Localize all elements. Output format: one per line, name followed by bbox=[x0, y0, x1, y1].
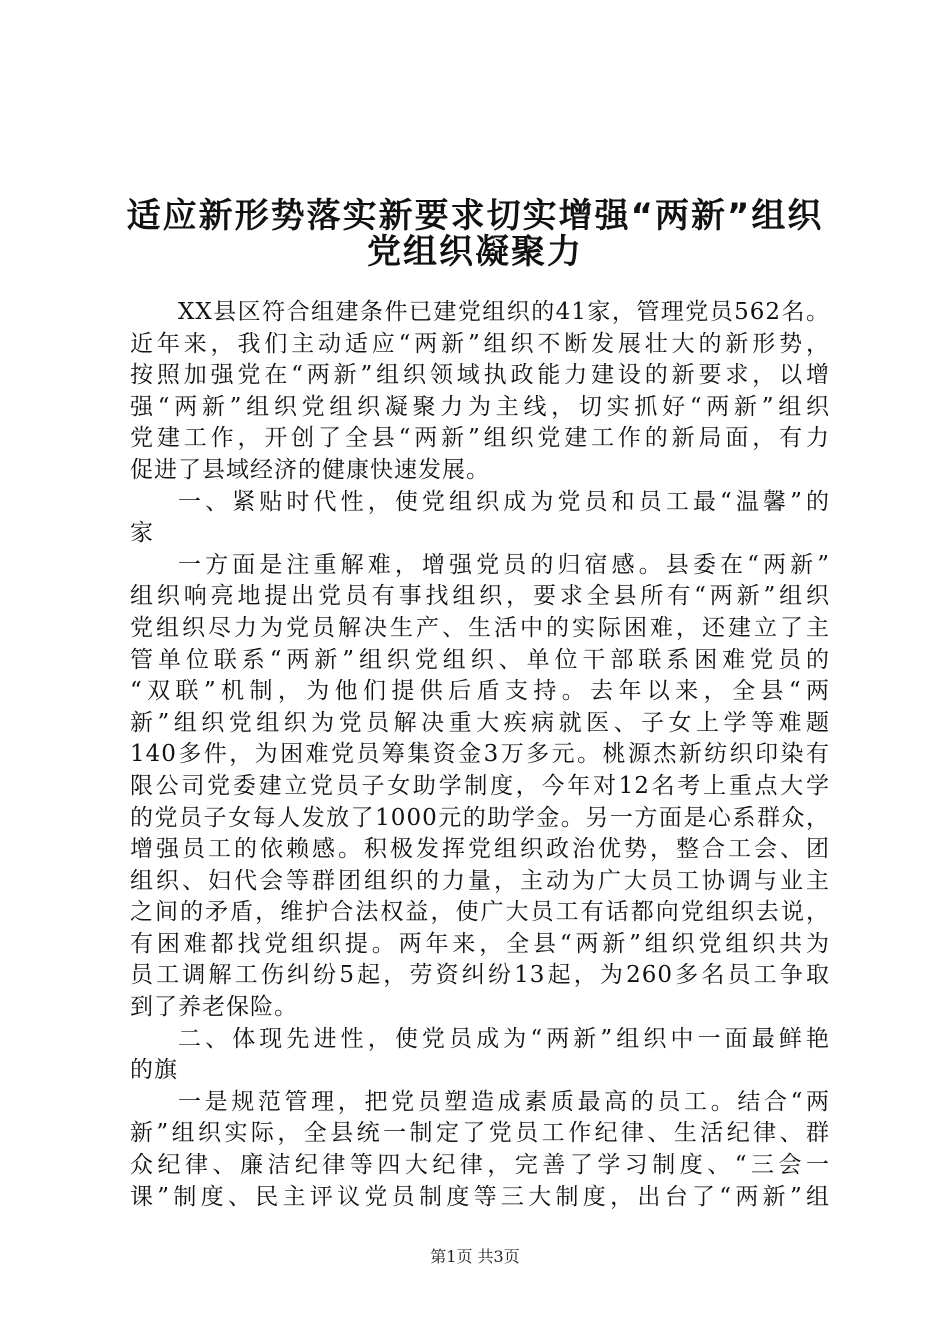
body-line: 有困难都找党组织提。两年来，全县“两新”组织党组织共为 bbox=[130, 930, 830, 957]
body-line: 的党员子女每人发放了1000元的助学金。另一方面是心系群众， bbox=[130, 804, 830, 831]
section-heading-line: 家 bbox=[130, 520, 154, 547]
body-line: 一方面是注重解难，增强党员的归宿感。县委在“两新” bbox=[178, 551, 830, 578]
body-line: 促进了县域经济的健康快速发展。 bbox=[130, 456, 490, 483]
body-line: 140多件，为困难党员筹集资金3万多元。桃源杰新纺织印染有 bbox=[130, 741, 830, 768]
section-heading-line: 二、体现先进性，使党员成为“两新”组织中一面最鲜艳 bbox=[178, 1025, 830, 1052]
body-line: 组织响亮地提出党员有事找组织，要求全县所有“两新”组织 bbox=[130, 583, 830, 610]
body-line: 课”制度、民主评议党员制度等三大制度，出台了“两新”组 bbox=[130, 1183, 830, 1210]
body-line: 到了养老保险。 bbox=[130, 994, 298, 1021]
body-line: 强“两新”组织党组织凝聚力为主线，切实抓好“两新”组织 bbox=[130, 393, 830, 420]
body-line: 按照加强党在“两新”组织领域执政能力建设的新要求，以增 bbox=[130, 362, 830, 389]
document-title-line2: 党组织凝聚力 bbox=[367, 232, 583, 272]
body-line: 增强员工的依赖感。积极发挥党组织政治优势，整合工会、团 bbox=[130, 836, 830, 863]
body-line: 党建工作，开创了全县“两新”组织党建工作的新局面，有力 bbox=[130, 425, 830, 452]
section-heading-line: 的旗 bbox=[130, 1057, 178, 1084]
document-title-line1: 适应新形势落实新要求切实增强“两新”组织 bbox=[126, 196, 824, 236]
body-line: 管单位联系“两新”组织党组织、单位干部联系困难党员的 bbox=[130, 646, 830, 673]
body-line: 一是规范管理，把党员塑造成素质最高的员工。结合“两 bbox=[178, 1088, 830, 1115]
body-line: XX县区符合组建条件已建党组织的41家，管理党员562名。 bbox=[178, 299, 830, 325]
body-line: 员工调解工伤纠纷5起，劳资纠纷13起，为260多名员工争取 bbox=[130, 962, 830, 989]
body-line: 众纪律、廉洁纪律等四大纪律，完善了学习制度、“三会一 bbox=[130, 1152, 830, 1179]
body-line: 近年来，我们主动适应“两新”组织不断发展壮大的新形势， bbox=[130, 330, 830, 357]
page-footer: 第1页 共3页 bbox=[430, 1247, 520, 1266]
body-line: 新”组织党组织为党员解决重大疾病就医、子女上学等难题 bbox=[130, 709, 830, 736]
body-line: 党组织尽力为党员解决生产、生活中的实际困难，还建立了主 bbox=[130, 614, 830, 641]
body-line: 限公司党委建立党员子女助学制度，今年对12名考上重点大学 bbox=[130, 772, 830, 799]
body-line: 新”组织实际，全县统一制定了党员工作纪律、生活纪律、群 bbox=[130, 1120, 830, 1147]
body-line: 之间的矛盾，维护合法权益，使广大员工有话都向党组织去说， bbox=[130, 899, 830, 926]
section-heading-line: 一、紧贴时代性，使党组织成为党员和员工最“温馨”的 bbox=[178, 488, 830, 515]
document-body bbox=[130, 297, 830, 1213]
body-line: “双联”机制，为他们提供后盾支持。去年以来，全县“两 bbox=[130, 678, 830, 705]
body-line: 组织、妇代会等群团组织的力量，主动为广大员工协调与业主 bbox=[130, 867, 830, 894]
